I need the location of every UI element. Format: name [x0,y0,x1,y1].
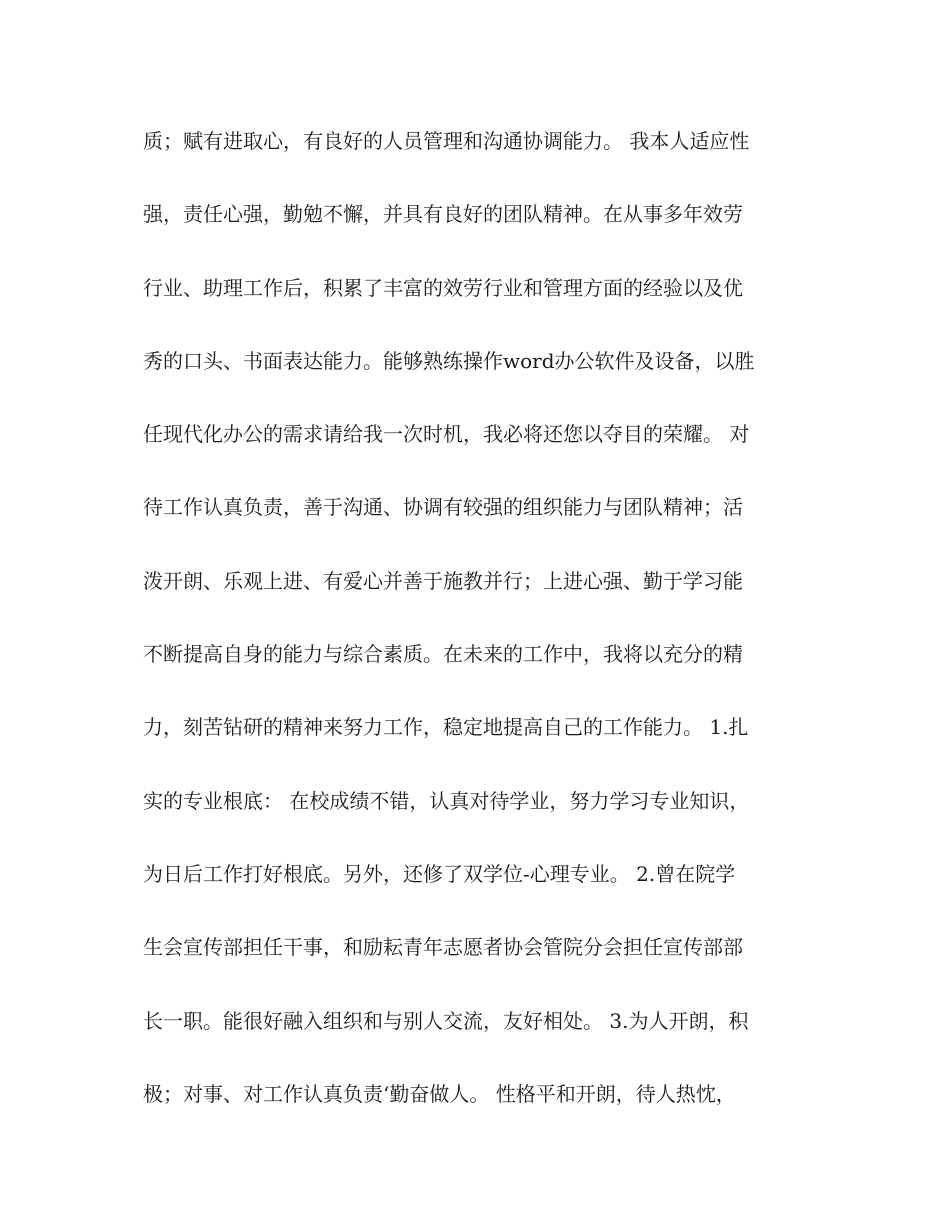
text-line: 为日后工作打好根底。另外，还修了双学位-心理专业。 2.曾在院学 [143,861,736,886]
text-line: 强，责任心强，勤勉不懈，并具有良好的团队精神。在从事多年效劳 [143,202,743,227]
text-line: 泼开朗、乐观上进、有爱心并善于施教并行；上进心强、勤于学习能 [143,568,743,593]
text-line: 待工作认真负责，善于沟通、协调有较强的组织能力与团队精神；活 [143,495,743,520]
text-line: 生会宣传部担任干事，和励耘青年志愿者协会管院分会担任宣传部部 [143,935,743,960]
text-line: 行业、助理工作后，积累了丰富的效劳行业和管理方面的经验以及优 [143,275,743,300]
body-text [143,121,823,1147]
text-line: 实的专业根底： 在校成绩不错，认真对待学业，努力学习专业知识， [143,788,750,813]
text-line: 质；赋有进取心，有良好的人员管理和沟通协调能力。 我本人适应性 [143,129,750,153]
text-line: 力，刻苦钻研的精神来努力工作，稳定地提高自己的工作能力。 1.扎 [143,715,749,740]
text-line: 极；对事、对工作认真负责‘勤奋做人。 性格平和开朗，待人热忱， [143,1081,736,1106]
text-line: 不断提高自身的能力与综合素质。在未来的工作中，我将以充分的精 [143,642,743,667]
text-line: 长一职。能很好融入组织和与别人交流，友好相处。 3.为人开朗，积 [143,1008,749,1033]
text-line: 秀的口头、书面表达能力。能够熟练操作word办公软件及设备，以胜 [143,348,755,373]
text-line: 任现代化办公的需求请给我一次时机，我必将还您以夺目的荣耀。 对 [143,422,750,447]
